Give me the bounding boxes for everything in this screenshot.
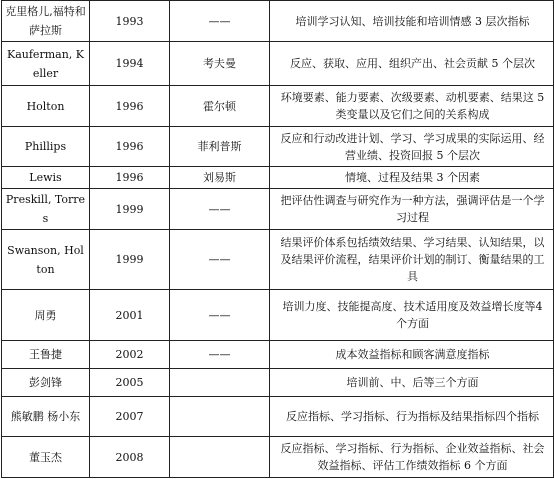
author-cell: Kauferman, Keller bbox=[2, 42, 90, 86]
year-cell: 2002 bbox=[90, 341, 170, 369]
chinese-name-cell bbox=[170, 397, 270, 437]
content-cell: 培训前、中、后等三个方面 bbox=[270, 369, 554, 397]
chinese-name-cell: 刘易斯 bbox=[170, 167, 270, 189]
author-cell: Swanson, Holton bbox=[2, 230, 90, 290]
content-cell: 成本效益指标和顾客满意度指标 bbox=[270, 341, 554, 369]
table-row bbox=[2, 127, 554, 167]
author-cell: 董玉杰 bbox=[2, 437, 90, 478]
author-cell: 王鲁捷 bbox=[2, 341, 90, 369]
year-cell: 1996 bbox=[90, 127, 170, 167]
chinese-name-cell: —— bbox=[170, 341, 270, 369]
author-cell: Holton bbox=[2, 86, 90, 127]
content-cell: 反应指标、学习指标、行为指标、企业效益指标、社会效益指标、评估工作绩效指标 6 个方面 bbox=[270, 437, 554, 478]
year-cell: 2007 bbox=[90, 397, 170, 437]
content-cell: 情境、过程及结果 3 个因素 bbox=[270, 167, 554, 189]
year-cell: 2008 bbox=[90, 437, 170, 478]
content-cell: 把评估性调查与研究作为一种方法，强调评估是一个学习过程 bbox=[270, 189, 554, 230]
year-cell: 1999 bbox=[90, 230, 170, 290]
author-cell: Lewis bbox=[2, 167, 90, 189]
content-cell: 培训力度、技能提高度、技术适用度及效益增长度等4个方面 bbox=[270, 290, 554, 341]
author-cell: 熊敏鹏 杨小东 bbox=[2, 397, 90, 437]
content-cell: 环境要素、能力要素、次级要素、动机要素、结果这 5 类变量以及它们之间的关系构成 bbox=[270, 86, 554, 127]
table-row bbox=[2, 1, 554, 42]
table-row bbox=[2, 230, 554, 290]
content-cell: 反应指标、学习指标、行为指标及结果指标四个指标 bbox=[270, 397, 554, 437]
year-cell: 1994 bbox=[90, 42, 170, 86]
author-cell: Preskill, Torres bbox=[2, 189, 90, 230]
year-cell: 1996 bbox=[90, 86, 170, 127]
chinese-name-cell: —— bbox=[170, 189, 270, 230]
table-row bbox=[2, 42, 554, 86]
chinese-name-cell: —— bbox=[170, 230, 270, 290]
chinese-name-cell bbox=[170, 369, 270, 397]
table-row bbox=[2, 341, 554, 369]
author-cell: 彭剑锋 bbox=[2, 369, 90, 397]
content-cell: 结果评价体系包括绩效结果、学习结果、认知结果，以及结果评价流程，结果评价计划的制订、衡量结果的工具 bbox=[270, 230, 554, 290]
content-cell: 反应和行动改进计划、学习、学习成果的实际运用、经营业绩、投资回报 5 个层次 bbox=[270, 127, 554, 167]
content-cell: 反应、获取、应用、组织产出、社会贡献 5 个层次 bbox=[270, 42, 554, 86]
table-row bbox=[2, 369, 554, 397]
author-cell: 克里格儿,福特和萨拉斯 bbox=[2, 1, 90, 42]
table-row bbox=[2, 397, 554, 437]
year-cell: 2005 bbox=[90, 369, 170, 397]
table-row bbox=[2, 290, 554, 341]
year-cell: 1993 bbox=[90, 1, 170, 42]
year-cell: 2001 bbox=[90, 290, 170, 341]
table-row bbox=[2, 189, 554, 230]
chinese-name-cell: 霍尔顿 bbox=[170, 86, 270, 127]
year-cell: 1996 bbox=[90, 167, 170, 189]
author-cell: 周勇 bbox=[2, 290, 90, 341]
chinese-name-cell bbox=[170, 437, 270, 478]
chinese-name-cell: 菲利普斯 bbox=[170, 127, 270, 167]
content-cell: 培训学习认知、培训技能和培训情感 3 层次指标 bbox=[270, 1, 554, 42]
evaluation-models-table bbox=[1, 0, 554, 478]
chinese-name-cell: —— bbox=[170, 290, 270, 341]
author-cell: Phillips bbox=[2, 127, 90, 167]
year-cell: 1999 bbox=[90, 189, 170, 230]
table-row bbox=[2, 167, 554, 189]
table-row bbox=[2, 437, 554, 478]
chinese-name-cell: 考夫曼 bbox=[170, 42, 270, 86]
chinese-name-cell: —— bbox=[170, 1, 270, 42]
table-row bbox=[2, 86, 554, 127]
